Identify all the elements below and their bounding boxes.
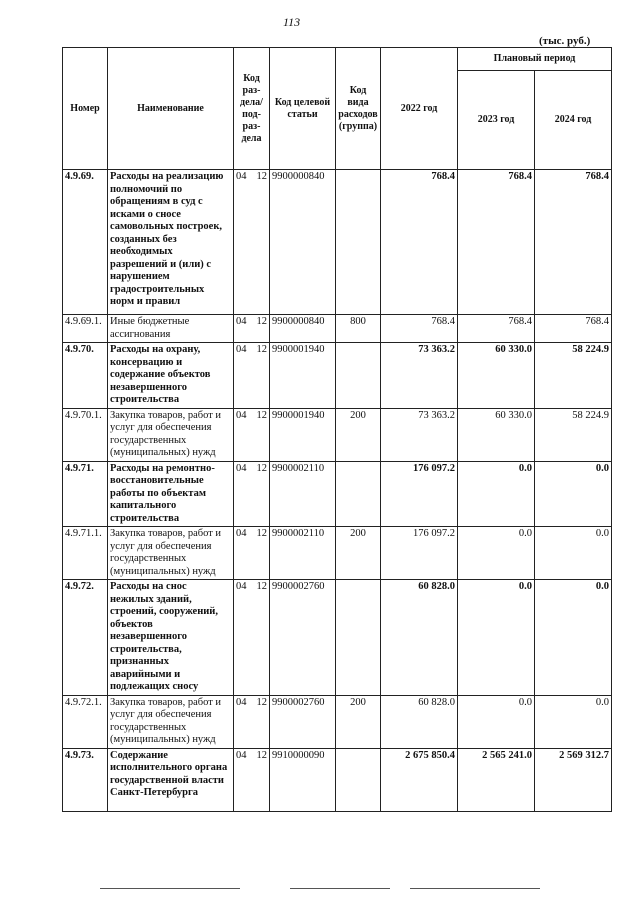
table-row — [63, 170, 612, 315]
row-number: 4.9.72.1. — [63, 695, 108, 748]
row-amount-2022: 60 828.0 — [381, 580, 458, 696]
row-expense-code — [336, 748, 381, 811]
section-code: 04 — [236, 344, 247, 355]
table-row — [63, 695, 612, 748]
table-row — [63, 343, 612, 409]
row-section-code — [234, 695, 270, 748]
row-amount-2023: 0.0 — [458, 527, 535, 580]
subsection-code: 12 — [256, 696, 267, 708]
row-expense-code: 800 — [336, 315, 381, 343]
row-target-code: 9900002760 — [270, 695, 336, 748]
header-2024: 2024 год — [535, 71, 612, 170]
row-amount-2023: 768.4 — [458, 170, 535, 315]
row-target-code: 9900001940 — [270, 408, 336, 461]
row-amount-2024: 0.0 — [535, 527, 612, 580]
header-section: Код раз-дела/ под-раз-дела — [234, 48, 270, 170]
header-row — [63, 48, 612, 71]
row-section-code — [234, 461, 270, 527]
row-target-code: 9900000840 — [270, 315, 336, 343]
row-section-code — [234, 527, 270, 580]
row-section-code — [234, 343, 270, 409]
row-name: Расходы на снос нежилых зданий, строений, сооружений, объектов незавершенного строительства, признанных аварийными и подлежащих сносу — [108, 580, 234, 696]
section-code: 04 — [236, 528, 247, 539]
subsection-code: 12 — [256, 528, 267, 539]
row-target-code: 9900002110 — [270, 527, 336, 580]
row-target-code: 9900002760 — [270, 580, 336, 696]
section-code: 04 — [236, 581, 247, 592]
row-amount-2024: 58 224.9 — [535, 408, 612, 461]
header-plan-period: Плановый период — [458, 48, 612, 71]
row-amount-2024: 768.4 — [535, 170, 612, 315]
subsection-code: 12 — [256, 749, 267, 761]
units-label: (тыс. руб.) — [539, 35, 591, 47]
row-amount-2023: 0.0 — [458, 580, 535, 696]
section-code: 04 — [236, 171, 247, 182]
row-amount-2022: 60 828.0 — [381, 695, 458, 748]
row-name: Закупка товаров, работ и услуг для обеспечения государственных (муниципальных) нужд — [108, 408, 234, 461]
row-amount-2023: 2 565 241.0 — [458, 748, 535, 811]
row-expense-code — [336, 343, 381, 409]
row-target-code: 9900001940 — [270, 343, 336, 409]
row-section-code — [234, 408, 270, 461]
row-amount-2023: 0.0 — [458, 695, 535, 748]
table-row — [63, 580, 612, 696]
row-amount-2022: 176 097.2 — [381, 527, 458, 580]
footer-rule — [100, 888, 540, 894]
subsection-code: 12 — [256, 316, 267, 327]
row-number: 4.9.70. — [63, 343, 108, 409]
row-number: 4.9.73. — [63, 748, 108, 811]
table-row — [63, 748, 612, 811]
header-target: Код целевой статьи — [270, 48, 336, 170]
row-expense-code: 200 — [336, 695, 381, 748]
row-amount-2024: 58 224.9 — [535, 343, 612, 409]
subsection-code: 12 — [256, 409, 267, 421]
row-amount-2022: 2 675 850.4 — [381, 748, 458, 811]
subsection-code: 12 — [256, 462, 267, 474]
row-amount-2022: 768.4 — [381, 170, 458, 315]
section-code: 04 — [236, 462, 247, 474]
subsection-code: 12 — [256, 581, 267, 592]
table-row — [63, 461, 612, 527]
table-row — [63, 408, 612, 461]
row-number: 4.9.72. — [63, 580, 108, 696]
row-amount-2023: 768.4 — [458, 315, 535, 343]
subsection-code: 12 — [256, 344, 267, 355]
page-number: 113 — [283, 15, 301, 29]
header-number: Номер — [63, 48, 108, 170]
row-number: 4.9.71.1. — [63, 527, 108, 580]
table-row — [63, 527, 612, 580]
row-number: 4.9.69. — [63, 170, 108, 315]
row-expense-code — [336, 170, 381, 315]
row-amount-2024: 768.4 — [535, 315, 612, 343]
row-number: 4.9.69.1. — [63, 315, 108, 343]
row-name: Закупка товаров, работ и услуг для обеспечения государственных (муниципальных) нужд — [108, 527, 234, 580]
row-amount-2022: 176 097.2 — [381, 461, 458, 527]
row-expense-code — [336, 461, 381, 527]
row-name: Расходы на реализацию полномочий по обращениям в суд с исками о сносе самовольных построек, созданных без необходимых разрешений и (или) с нарушением градостроительных норм и правил — [108, 170, 234, 315]
row-name: Иные бюджетные ассигнования — [108, 315, 234, 343]
row-amount-2023: 60 330.0 — [458, 408, 535, 461]
row-section-code — [234, 170, 270, 315]
row-name: Закупка товаров, работ и услуг для обеспечения государственных (муниципальных) нужд — [108, 695, 234, 748]
table-row — [63, 315, 612, 343]
row-expense-code: 200 — [336, 408, 381, 461]
row-expense-code: 200 — [336, 527, 381, 580]
section-code: 04 — [236, 749, 247, 761]
row-section-code — [234, 748, 270, 811]
row-expense-code — [336, 580, 381, 696]
subsection-code: 12 — [256, 171, 267, 182]
row-section-code — [234, 315, 270, 343]
row-amount-2024: 0.0 — [535, 695, 612, 748]
row-name: Содержание исполнительного органа государственной власти Санкт-Петербурга — [108, 748, 234, 811]
row-name: Расходы на ремонтно-восстановительные работы по объектам капитального строительства — [108, 461, 234, 527]
row-amount-2024: 2 569 312.7 — [535, 748, 612, 811]
table-body — [63, 170, 612, 812]
row-amount-2024: 0.0 — [535, 461, 612, 527]
row-amount-2022: 73 363.2 — [381, 343, 458, 409]
row-number: 4.9.71. — [63, 461, 108, 527]
row-amount-2024: 0.0 — [535, 580, 612, 696]
row-amount-2023: 60 330.0 — [458, 343, 535, 409]
row-amount-2022: 73 363.2 — [381, 408, 458, 461]
header-name: Наименование — [108, 48, 234, 170]
budget-table — [62, 47, 612, 812]
row-number: 4.9.70.1. — [63, 408, 108, 461]
section-code: 04 — [236, 316, 247, 327]
row-target-code: 9910000090 — [270, 748, 336, 811]
header-expense: Код вида расходов (группа) — [336, 48, 381, 170]
row-amount-2022: 768.4 — [381, 315, 458, 343]
header-2023: 2023 год — [458, 71, 535, 170]
header-2022: 2022 год — [381, 48, 458, 170]
row-target-code: 9900002110 — [270, 461, 336, 527]
row-target-code: 9900000840 — [270, 170, 336, 315]
section-code: 04 — [236, 409, 247, 421]
row-section-code — [234, 580, 270, 696]
row-name: Расходы на охрану, консервацию и содержание объектов незавершенного строительства — [108, 343, 234, 409]
row-amount-2023: 0.0 — [458, 461, 535, 527]
section-code: 04 — [236, 696, 247, 708]
